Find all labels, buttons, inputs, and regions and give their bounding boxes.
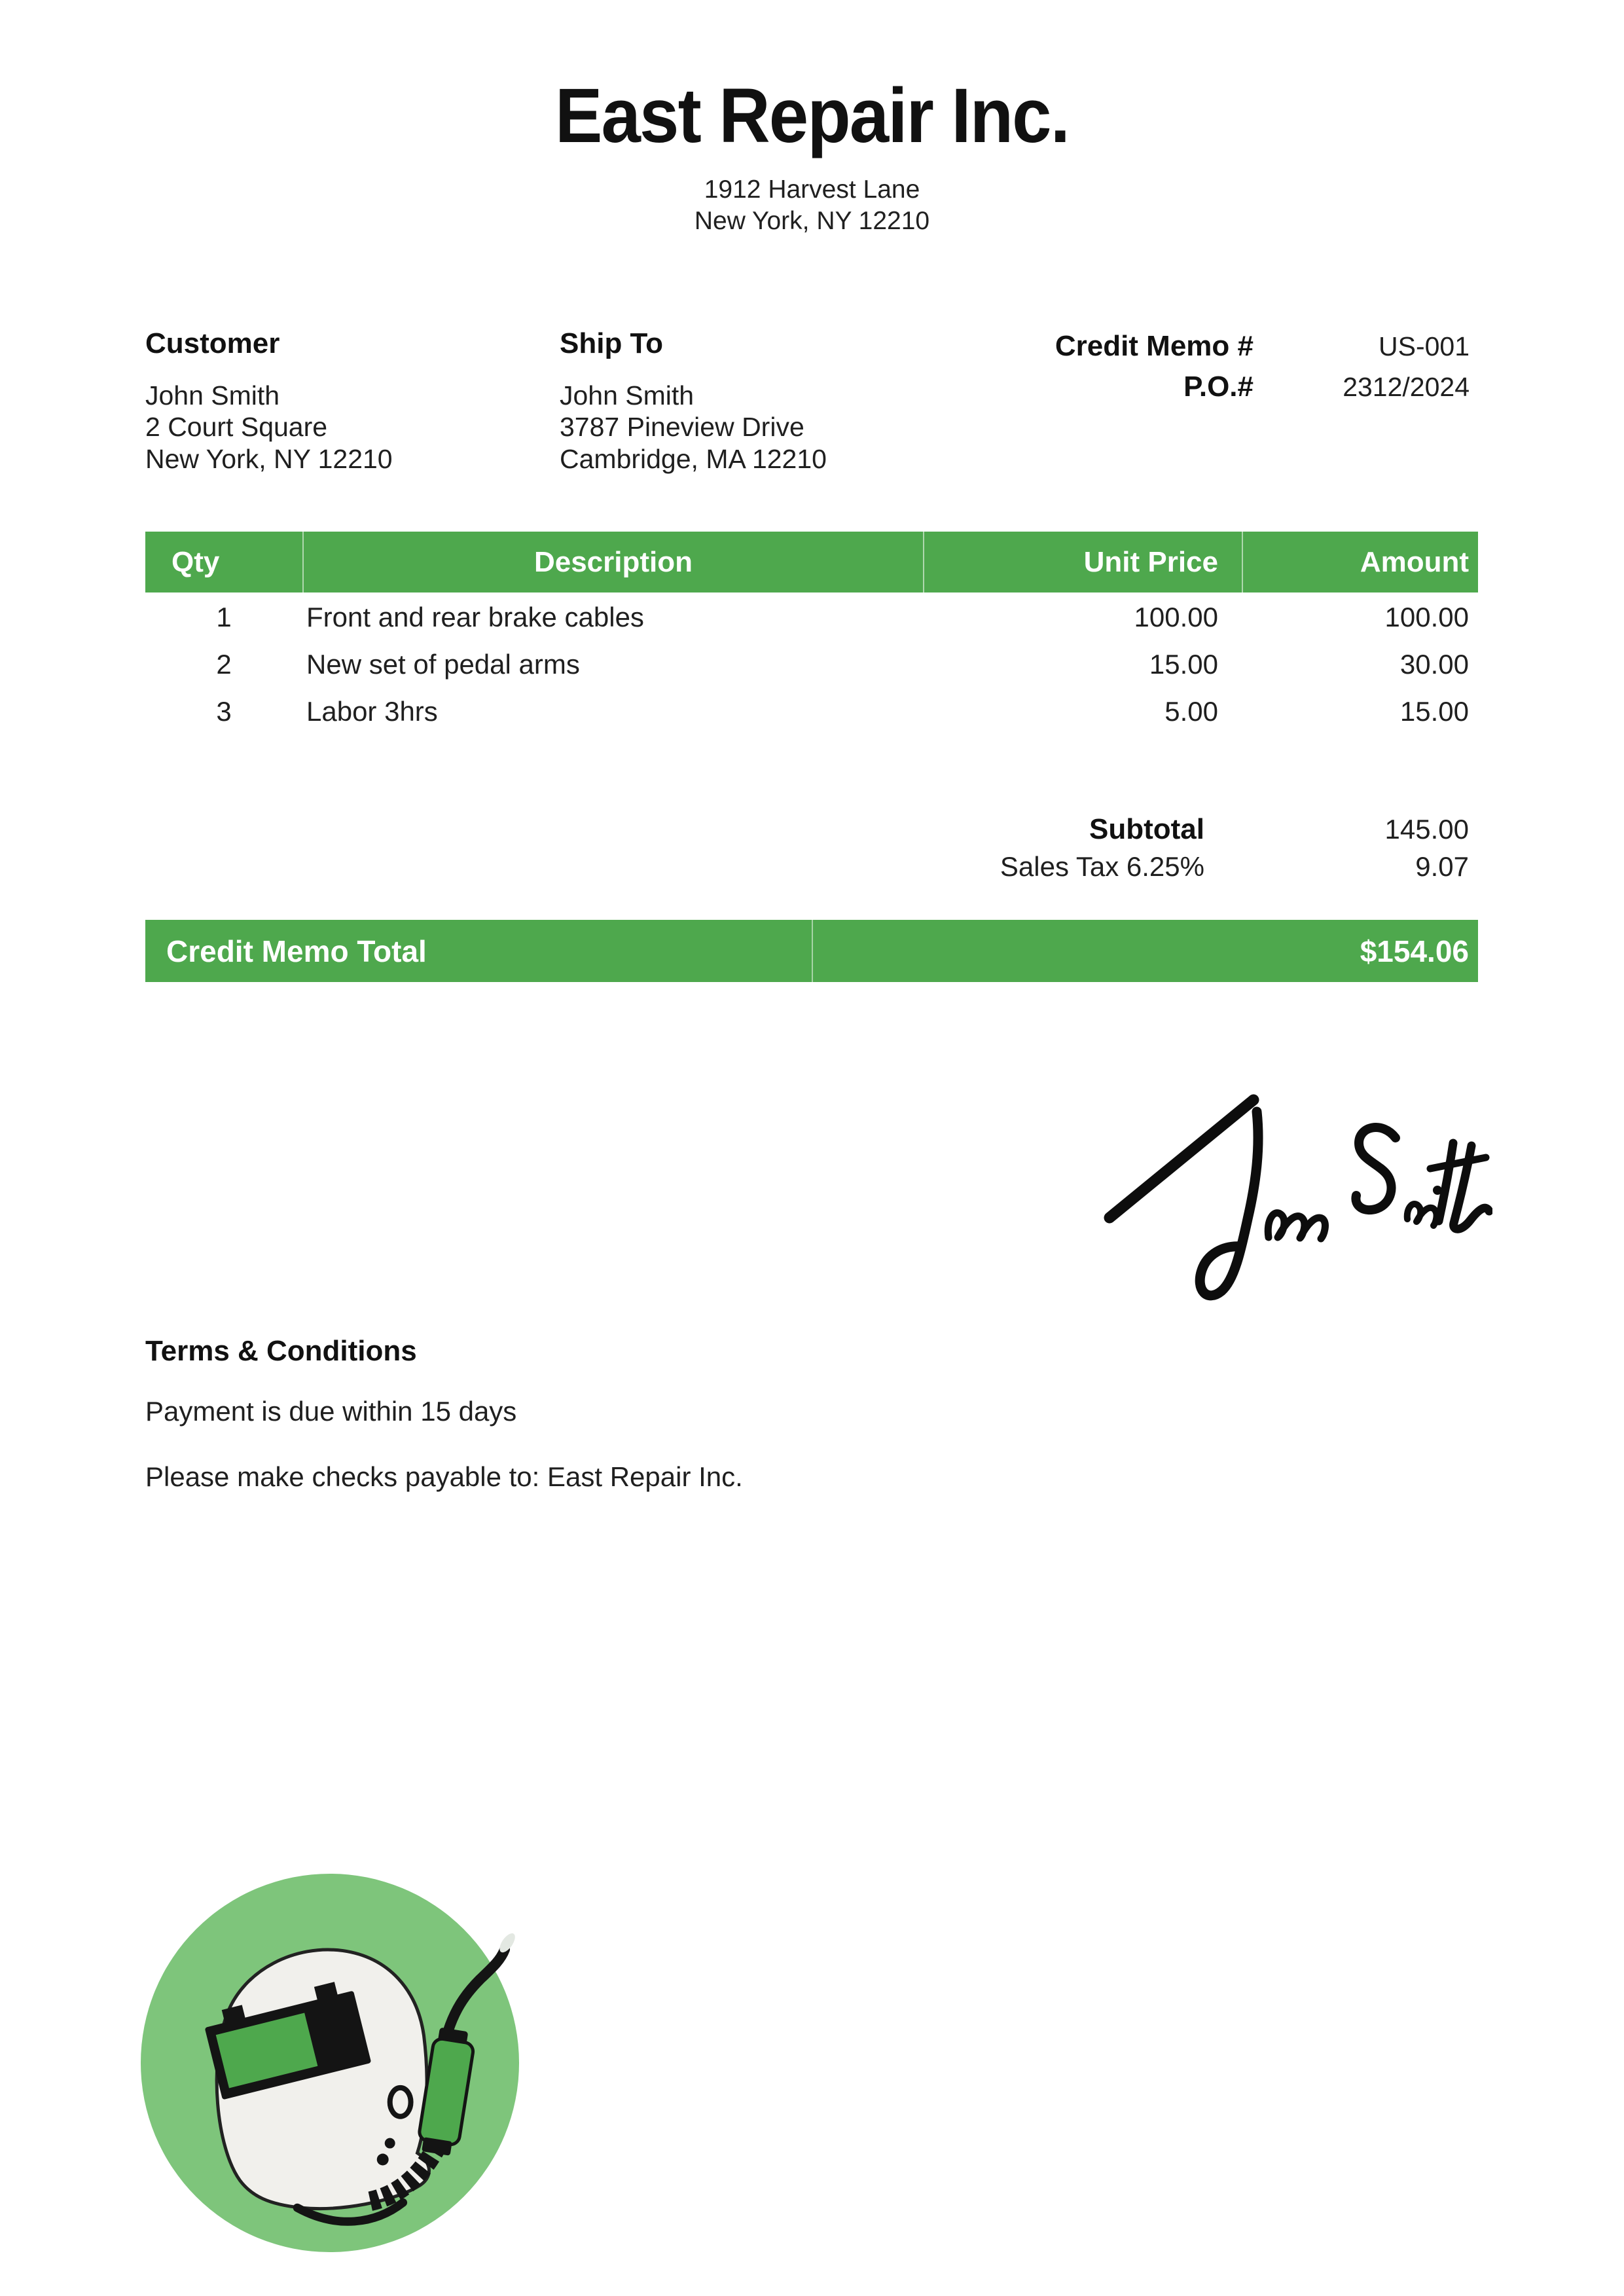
welding-helmet-icon: [141, 1874, 519, 2252]
ship-to-name: John Smith: [560, 380, 695, 410]
sales-tax-label: Sales Tax 6.25%: [1000, 850, 1204, 882]
subtotal-label: Subtotal: [1089, 812, 1204, 845]
table-header-row: [145, 532, 1478, 592]
ship-to-heading: Ship To: [560, 327, 664, 359]
company-logo: [141, 1874, 519, 2252]
customer-heading: Customer: [145, 327, 280, 359]
terms-heading: Terms & Conditions: [145, 1335, 417, 1367]
header-description: Description: [302, 532, 923, 592]
header-qty: Qty: [171, 545, 220, 578]
cell-unit-price: 100.00: [1134, 602, 1218, 632]
memo-meta-block: [1005, 327, 1478, 475]
cell-qty: 1: [216, 602, 232, 632]
table-body: [145, 592, 1478, 735]
company-name: East Repair Inc.: [554, 73, 1070, 159]
po-number-label: P.O.#: [1183, 371, 1254, 403]
customer-block: [145, 327, 560, 475]
document-header: [0, 73, 1624, 236]
header-unit-price: Unit Price: [923, 532, 1242, 592]
cell-qty: 2: [216, 649, 232, 680]
credit-memo-total-label: Credit Memo Total: [166, 934, 427, 968]
terms-line: Please make checks payable to: East Repair Inc.: [145, 1461, 743, 1493]
customer-city: New York, NY 12210: [145, 443, 393, 474]
credit-memo-number-row: [1005, 330, 1478, 371]
po-number-row: [1005, 371, 1478, 411]
subtotal-value: 145.00: [1384, 813, 1469, 845]
line-items-table: [145, 532, 1478, 735]
ship-to-block: [560, 327, 1005, 475]
customer-street: 2 Court Square: [145, 412, 328, 443]
table-row: [145, 594, 1478, 641]
totals-section: [145, 811, 1478, 885]
parties-section: [145, 327, 1478, 475]
signature: [1100, 1080, 1492, 1303]
terms-line: Payment is due within 15 days: [145, 1396, 517, 1427]
header-amount: Amount: [1242, 532, 1478, 592]
credit-memo-total-bar: [145, 920, 1478, 982]
company-address-line1: 1912 Harvest Lane: [704, 175, 920, 204]
credit-memo-number-label: Credit Memo #: [1055, 330, 1254, 362]
cell-qty: 3: [216, 696, 232, 727]
cell-unit-price: 5.00: [1164, 696, 1218, 727]
sales-tax-row: [145, 848, 1478, 885]
ship-to-address: [560, 380, 1005, 475]
cell-description: Front and rear brake cables: [306, 602, 644, 632]
table-row: [145, 688, 1478, 735]
customer-address: [145, 380, 560, 475]
cell-description: New set of pedal arms: [306, 649, 580, 680]
cell-description: Labor 3hrs: [306, 696, 438, 727]
cell-amount: 100.00: [1384, 602, 1469, 632]
customer-name: John Smith: [145, 380, 280, 410]
sales-tax-value: 9.07: [1415, 850, 1469, 882]
po-number-value: 2312/2024: [1343, 372, 1470, 402]
signature-handwriting-icon: [1100, 1080, 1492, 1303]
credit-memo-total-value: $154.06: [812, 920, 1478, 982]
cell-amount: 30.00: [1399, 649, 1469, 680]
table-row: [145, 641, 1478, 688]
ship-to-street: 3787 Pineview Drive: [560, 412, 804, 443]
ship-to-city: Cambridge, MA 12210: [560, 443, 827, 474]
cell-amount: 15.00: [1399, 696, 1469, 727]
credit-memo-number-value: US-001: [1378, 331, 1470, 361]
subtotal-row: [145, 811, 1478, 848]
company-address: [0, 174, 1624, 236]
company-address-line2: New York, NY 12210: [694, 206, 930, 235]
terms-section: [145, 1332, 1324, 1493]
cell-unit-price: 15.00: [1149, 649, 1218, 680]
